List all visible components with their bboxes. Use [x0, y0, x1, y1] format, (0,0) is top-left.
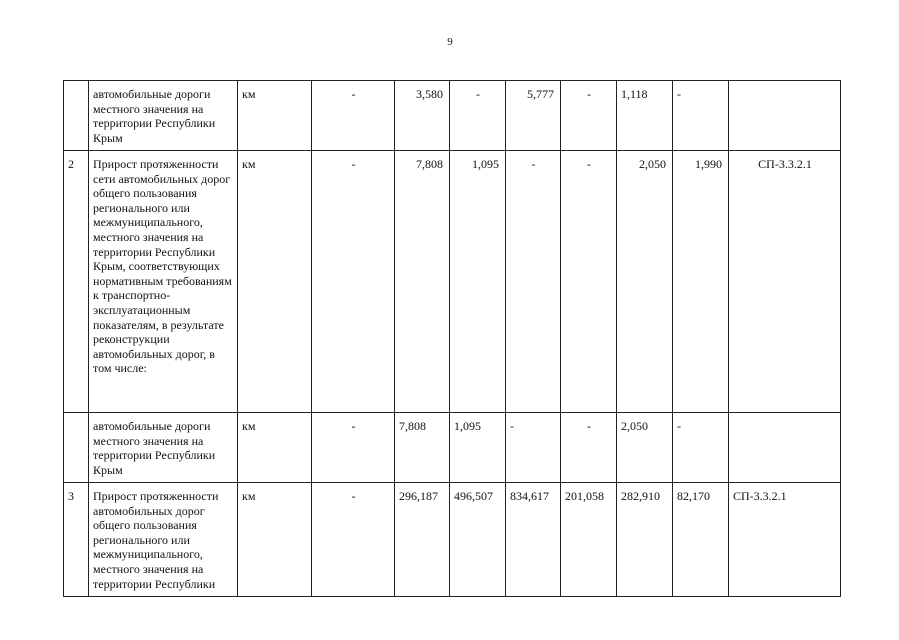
- value-cell: 3,580: [395, 81, 450, 151]
- indicator-name: Прирост протяженности сети автомобильных дорог общего пользования регионального или межмуниципального, местного значения на территории Республики Крым, соответствующих нормативным требованиям к транспортно-эксплуатационным показателям, в результате реконструкции автомобильных дорог, в том числе:: [89, 151, 238, 413]
- page-number: 9: [447, 36, 453, 48]
- reference-cell: [729, 81, 841, 151]
- value-cell: -: [506, 413, 561, 483]
- unit-cell: км: [238, 151, 312, 413]
- indicator-name: Прирост протяженности автомобильных дорог общего пользования регионального или межмуниципального, местного значения на территории Республики: [89, 483, 238, 597]
- indicators-table: [63, 80, 841, 597]
- value-cell: 1,990: [673, 151, 729, 413]
- value-cell: -: [673, 413, 729, 483]
- indicator-name: автомобильные дороги местного значения на территории Республики Крым: [89, 81, 238, 151]
- table-row: [64, 151, 841, 413]
- unit-cell: км: [238, 483, 312, 597]
- value-cell: -: [506, 151, 561, 413]
- value-cell: 496,507: [450, 483, 506, 597]
- table-row: [64, 483, 841, 597]
- value-cell: 834,617: [506, 483, 561, 597]
- value-cell: 282,910: [617, 483, 673, 597]
- value-cell: 1,095: [450, 413, 506, 483]
- value-cell: 82,170: [673, 483, 729, 597]
- table-row: [64, 81, 841, 151]
- reference-cell: СП-3.3.2.1: [729, 151, 841, 413]
- value-cell: -: [561, 151, 617, 413]
- value-cell: -: [673, 81, 729, 151]
- value-cell: 2,050: [617, 151, 673, 413]
- table-row: [64, 413, 841, 483]
- value-cell: 7,808: [395, 413, 450, 483]
- reference-cell: [729, 413, 841, 483]
- value-cell: -: [561, 81, 617, 151]
- value-cell: 296,187: [395, 483, 450, 597]
- value-cell: 1,095: [450, 151, 506, 413]
- value-cell: -: [312, 413, 395, 483]
- value-cell: -: [312, 151, 395, 413]
- value-cell: 201,058: [561, 483, 617, 597]
- value-cell: -: [561, 413, 617, 483]
- row-number: 2: [64, 151, 89, 413]
- value-cell: 2,050: [617, 413, 673, 483]
- value-cell: 7,808: [395, 151, 450, 413]
- reference-cell: СП-3.3.2.1: [729, 483, 841, 597]
- unit-cell: км: [238, 413, 312, 483]
- value-cell: 5,777: [506, 81, 561, 151]
- row-number: [64, 413, 89, 483]
- value-cell: -: [450, 81, 506, 151]
- unit-cell: км: [238, 81, 312, 151]
- value-cell: 1,118: [617, 81, 673, 151]
- value-cell: -: [312, 483, 395, 597]
- row-number: 3: [64, 483, 89, 597]
- value-cell: -: [312, 81, 395, 151]
- indicator-name: автомобильные дороги местного значения на территории Республики Крым: [89, 413, 238, 483]
- row-number: [64, 81, 89, 151]
